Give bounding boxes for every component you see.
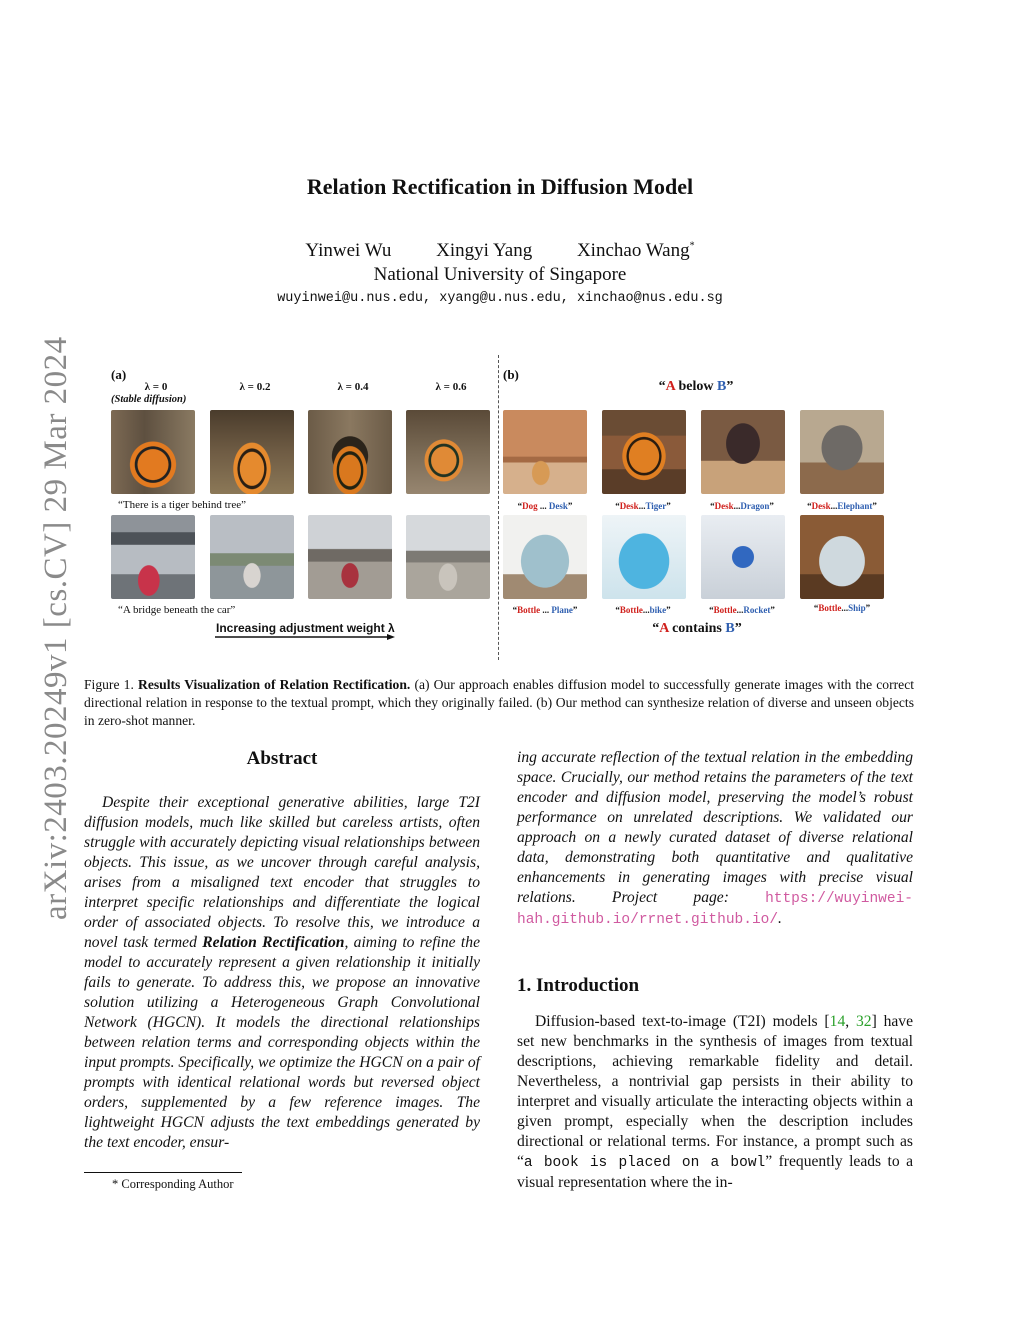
abstract-heading: Abstract <box>246 748 318 769</box>
desk-elephant-image <box>800 410 884 494</box>
increasing-weight-label: Increasing adjustment weight λ <box>216 621 395 635</box>
tiger-image-lambda-02 <box>210 410 294 494</box>
desk-tiger-image <box>602 410 686 494</box>
lambda-label: λ = 0.4 <box>337 381 369 393</box>
author-2: Xingyi Yang <box>436 240 533 261</box>
pair-label: “Bottle...bike” <box>615 605 671 615</box>
pair-label: “Desk...Dragon” <box>710 501 774 511</box>
footnote: * Corresponding Author <box>112 1177 234 1191</box>
bottle-plane-image <box>503 515 587 599</box>
bottle-rocket-image <box>701 515 785 599</box>
dog-desk-image <box>503 410 587 494</box>
bottle-ship-image <box>800 515 884 599</box>
author-mark: * <box>689 240 695 252</box>
increasing-arrow-icon <box>215 634 395 640</box>
introduction-heading: 1. Introduction <box>517 975 640 996</box>
tiger-image-lambda-04 <box>308 410 392 494</box>
introduction-body: Diffusion-based text-to-image (T2I) models [14, 32] have set new benchmarks in the synthesis of images from textual descriptions, achieving remarkable fidelity and detail. Nevertheless, a nontrivial gap persists in their ability to interpret and visually articulate the interacting objects within a given prompt, especially when the description includes directional or relational terms. For instance, a prompt such as “a book is placed on a bowl” frequently leads to a visual representation where the in- <box>517 1013 914 1191</box>
desk-dragon-image <box>701 410 785 494</box>
car-image-lambda-04 <box>308 515 392 599</box>
pair-label: “Desk...Elephant” <box>807 501 877 511</box>
pair-label: “Bottle ... Plane” <box>512 605 578 615</box>
author-list <box>0 240 1000 262</box>
left-column <box>84 748 480 1153</box>
lambda-sub-label: (Stable diffusion) <box>111 394 187 405</box>
project-page-link[interactable]: https://wuyinwei-hah.github.io/rrnet.github.io/ <box>517 891 913 928</box>
citation-link[interactable]: 32 <box>855 1013 872 1030</box>
relation-below-title: “A below B” <box>658 379 734 394</box>
row1-caption: “There is a tiger behind tree” <box>118 499 246 511</box>
affiliation: National University of Singapore <box>373 264 627 285</box>
panel-a-label: (a) <box>111 367 127 382</box>
abstract-continuation: ing accurate reflection of the textual relation in the embedding space. Crucially, our method retains the parameters of the text encoder and diffusion model, preserving the model’s robust performance on unrelated descriptions. We validated our approach on a newly curated dataset of diverse relational data, demonstrating both quantitative and qualitative enhancements in generating images with precise visual relations. Project page: https://wuyinwei-hah.github.io/rrnet.github.io/. <box>517 749 913 928</box>
lambda-label: λ = 0.2 <box>239 381 271 393</box>
author-emails[interactable]: wuyinwei@u.nus.edu, xyang@u.nus.edu, xinchao@nus.edu.sg <box>277 291 723 306</box>
car-image-lambda-0 <box>111 515 195 599</box>
lambda-label: λ = 0.6 <box>435 381 467 393</box>
panel-b-label: (b) <box>503 367 519 382</box>
pair-label: “Bottle...Ship” <box>813 603 871 613</box>
figure-caption: Figure 1. Results Visualization of Relation Rectification. (a) Our approach enables diffusion model to successfully generate images with the correct directional relation in response to the textual prompt, which they originally failed. (b) Our method can synthesize relation of diverse and unseen objects in zero-shot manner. <box>84 677 915 728</box>
paper-title: Relation Rectification in Diffusion Model <box>306 174 694 199</box>
author-3: Xinchao Wang* <box>576 240 695 261</box>
tiger-image-lambda-0 <box>111 410 195 494</box>
arxiv-sidebar-id: arXiv:2403.20249v1 [cs.CV] 29 Mar 2024 <box>38 336 74 920</box>
car-image-lambda-02 <box>210 515 294 599</box>
pair-label: “Dog ... Desk” <box>517 501 573 511</box>
car-image-lambda-06 <box>406 515 490 599</box>
pair-label: “Bottle...Rocket” <box>709 605 775 615</box>
lambda-label: λ = 0 <box>144 381 168 393</box>
bottle-bike-image <box>602 515 686 599</box>
footnote-rule <box>84 1172 242 1173</box>
citation-link[interactable]: 14 <box>829 1013 846 1030</box>
author-1: Yinwei Wu <box>305 240 392 261</box>
abstract-body: Despite their exceptional generative abilities, large T2I diffusion models, much like skilled but careless artists, often struggle with accurately depicting visual relationships between objects. This issue, as we uncover through careful analysis, arises from a misaligned text encoder that struggles to interpret specific relationships and differentiate the logical order of associated objects. To resolve this, we introduce a novel task termed Relation Rectification, aiming to refine the model to accurately represent a given relationship it initially fails to generate. To address this, we propose an innovative solution utilizing a Heterogeneous Graph Convolutional Network (HGCN). It models the directional relationships between relation terms and corresponding objects within the input prompts. Specifically, we optimize the HGCN on a pair of prompts with identical relational words but reversed object orders, supplemented by a few reference images. The lightweight HGCN adjusts the text embeddings generated by the text encoder, ensur- <box>84 794 480 1151</box>
row2-caption: “A bridge beneath the car” <box>118 604 236 616</box>
bold-term: Relation Rectification <box>202 934 345 951</box>
right-column <box>517 748 913 1193</box>
relation-contains-title: “A contains B” <box>652 621 742 636</box>
figure-divider <box>498 355 499 660</box>
tiger-image-lambda-06 <box>406 410 490 494</box>
pair-label: “Desk...Tiger” <box>615 501 671 511</box>
